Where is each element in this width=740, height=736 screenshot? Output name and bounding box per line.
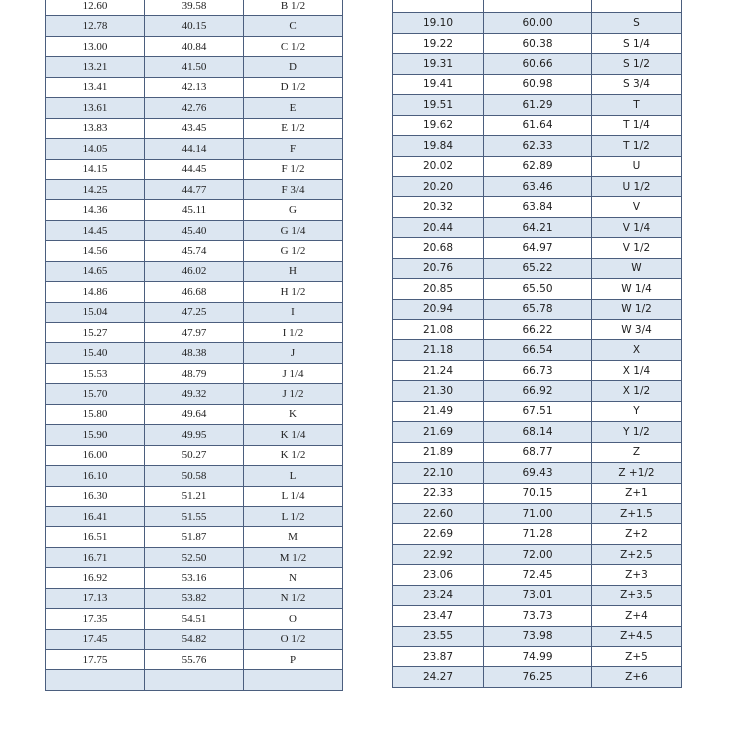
diameter-mm-cell: 17.45 xyxy=(46,629,145,649)
diameter-mm-cell: 13.21 xyxy=(46,57,145,77)
circumference-mm-cell: 76.25 xyxy=(484,667,592,687)
circumference-mm-cell: 74.99 xyxy=(484,647,592,667)
diameter-mm-cell: 22.10 xyxy=(393,463,484,483)
diameter-mm-cell: 21.08 xyxy=(393,320,484,340)
diameter-mm-cell: 15.90 xyxy=(46,425,145,445)
left-table-body xyxy=(46,0,343,690)
uk-size-cell: Z+6 xyxy=(592,667,682,687)
table-row xyxy=(46,118,343,138)
diameter-mm-cell: 20.76 xyxy=(393,258,484,278)
uk-size-cell: K xyxy=(244,404,343,424)
circumference-mm-cell: 55.76 xyxy=(145,650,244,670)
diameter-mm-cell: 21.24 xyxy=(393,360,484,380)
circumference-mm-cell: 40.15 xyxy=(145,16,244,36)
circumference-mm-cell: 44.45 xyxy=(145,159,244,179)
table-row xyxy=(393,136,682,156)
table-row xyxy=(393,463,682,483)
table-row xyxy=(46,588,343,608)
uk-size-cell: E 1/2 xyxy=(244,118,343,138)
circumference-mm-cell: 45.11 xyxy=(145,200,244,220)
uk-size-cell: H 1/2 xyxy=(244,282,343,302)
circumference-mm-cell: 65.22 xyxy=(484,258,592,278)
circumference-mm-cell: 60.00 xyxy=(484,13,592,33)
circumference-mm-cell: 44.77 xyxy=(145,179,244,199)
table-row xyxy=(393,381,682,401)
table-row xyxy=(393,544,682,564)
uk-size-cell: J 1/2 xyxy=(244,384,343,404)
table-row xyxy=(393,258,682,278)
diameter-mm-cell: 17.13 xyxy=(46,588,145,608)
uk-size-cell: C 1/2 xyxy=(244,36,343,56)
table-row xyxy=(393,217,682,237)
diameter-mm-cell: 21.69 xyxy=(393,422,484,442)
table-row xyxy=(393,667,682,687)
table-row xyxy=(46,609,343,629)
table-row xyxy=(46,670,343,690)
circumference-mm-cell: 63.46 xyxy=(484,176,592,196)
diameter-mm-cell: 15.40 xyxy=(46,343,145,363)
uk-size-cell: Z+2 xyxy=(592,524,682,544)
table-row xyxy=(393,483,682,503)
diameter-mm-cell: 16.92 xyxy=(46,568,145,588)
diameter-mm-cell: 22.60 xyxy=(393,503,484,523)
table-row xyxy=(46,261,343,281)
diameter-mm-cell: 23.06 xyxy=(393,565,484,585)
diameter-mm-cell: 19.41 xyxy=(393,74,484,94)
table-row xyxy=(393,299,682,319)
table-row xyxy=(46,486,343,506)
circumference-mm-cell: 53.82 xyxy=(145,588,244,608)
diameter-mm-cell: 16.41 xyxy=(46,506,145,526)
uk-size-cell: D xyxy=(244,57,343,77)
diameter-mm-cell: 21.18 xyxy=(393,340,484,360)
circumference-mm-cell: 61.29 xyxy=(484,95,592,115)
circumference-mm-cell: 70.15 xyxy=(484,483,592,503)
diameter-mm-cell: 19.31 xyxy=(393,54,484,74)
diameter-mm-cell: 12.60 xyxy=(46,0,145,16)
circumference-mm-cell: 73.01 xyxy=(484,585,592,605)
uk-size-cell: M 1/2 xyxy=(244,547,343,567)
circumference-mm-cell: 64.97 xyxy=(484,238,592,258)
table-row xyxy=(46,16,343,36)
table-row xyxy=(393,279,682,299)
diameter-mm-cell: 20.32 xyxy=(393,197,484,217)
table-row xyxy=(393,197,682,217)
right-ring-size-table xyxy=(392,0,682,688)
uk-size-cell: E xyxy=(244,98,343,118)
circumference-mm-cell: 71.28 xyxy=(484,524,592,544)
circumference-mm-cell: 51.87 xyxy=(145,527,244,547)
diameter-mm-cell: 21.30 xyxy=(393,381,484,401)
diameter-mm-cell: 22.69 xyxy=(393,524,484,544)
table-row xyxy=(46,445,343,465)
table-row xyxy=(393,442,682,462)
diameter-mm-cell xyxy=(46,670,145,690)
table-row xyxy=(46,282,343,302)
circumference-mm-cell: 51.55 xyxy=(145,506,244,526)
circumference-mm-cell: 68.14 xyxy=(484,422,592,442)
uk-size-cell: I 1/2 xyxy=(244,323,343,343)
circumference-mm-cell: 48.38 xyxy=(145,343,244,363)
diameter-mm-cell: 22.33 xyxy=(393,483,484,503)
uk-size-cell: X xyxy=(592,340,682,360)
circumference-mm-cell: 47.25 xyxy=(145,302,244,322)
uk-size-cell: L 1/4 xyxy=(244,486,343,506)
uk-size-cell: G 1/4 xyxy=(244,220,343,240)
table-row xyxy=(46,650,343,670)
diameter-mm-cell: 14.45 xyxy=(46,220,145,240)
circumference-mm-cell: 49.64 xyxy=(145,404,244,424)
circumference-mm-cell: 43.45 xyxy=(145,118,244,138)
table-row xyxy=(46,302,343,322)
circumference-mm-cell: 45.74 xyxy=(145,241,244,261)
circumference-mm-cell: 66.73 xyxy=(484,360,592,380)
uk-size-cell: G 1/2 xyxy=(244,241,343,261)
circumference-mm-cell xyxy=(145,670,244,690)
diameter-mm-cell: 16.71 xyxy=(46,547,145,567)
circumference-mm-cell: 46.02 xyxy=(145,261,244,281)
circumference-mm-cell: 48.79 xyxy=(145,363,244,383)
table-row xyxy=(46,139,343,159)
circumference-mm-cell: 60.98 xyxy=(484,74,592,94)
uk-size-cell: V 1/2 xyxy=(592,238,682,258)
circumference-mm-cell: 73.98 xyxy=(484,626,592,646)
table-row xyxy=(393,0,682,13)
table-row xyxy=(46,77,343,97)
diameter-mm-cell: 17.35 xyxy=(46,609,145,629)
diameter-mm-cell: 20.02 xyxy=(393,156,484,176)
diameter-mm-cell: 16.00 xyxy=(46,445,145,465)
uk-size-cell: M xyxy=(244,527,343,547)
table-row xyxy=(393,54,682,74)
uk-size-cell: D 1/2 xyxy=(244,77,343,97)
table-row xyxy=(393,626,682,646)
circumference-mm-cell: 65.78 xyxy=(484,299,592,319)
circumference-mm-cell: 66.92 xyxy=(484,381,592,401)
diameter-mm-cell: 13.61 xyxy=(46,98,145,118)
diameter-mm-cell: 21.89 xyxy=(393,442,484,462)
uk-size-cell: Z+2.5 xyxy=(592,544,682,564)
uk-size-cell: B 1/2 xyxy=(244,0,343,16)
table-row xyxy=(393,74,682,94)
diameter-mm-cell: 15.04 xyxy=(46,302,145,322)
circumference-mm-cell: 66.22 xyxy=(484,320,592,340)
uk-size-cell: C xyxy=(244,16,343,36)
diameter-mm-cell: 20.44 xyxy=(393,217,484,237)
diameter-mm-cell: 19.51 xyxy=(393,95,484,115)
diameter-mm-cell xyxy=(393,0,484,13)
diameter-mm-cell: 19.10 xyxy=(393,13,484,33)
circumference-mm-cell: 68.77 xyxy=(484,442,592,462)
circumference-mm-cell: 39.58 xyxy=(145,0,244,16)
circumference-mm-cell: 44.14 xyxy=(145,139,244,159)
diameter-mm-cell: 13.83 xyxy=(46,118,145,138)
table-row xyxy=(46,98,343,118)
circumference-mm-cell: 41.50 xyxy=(145,57,244,77)
table-row xyxy=(393,238,682,258)
uk-size-cell: O 1/2 xyxy=(244,629,343,649)
uk-size-cell: O xyxy=(244,609,343,629)
diameter-mm-cell: 21.49 xyxy=(393,401,484,421)
table-row xyxy=(46,425,343,445)
uk-size-cell xyxy=(244,670,343,690)
circumference-mm-cell: 51.21 xyxy=(145,486,244,506)
circumference-mm-cell: 63.84 xyxy=(484,197,592,217)
table-row xyxy=(393,503,682,523)
diameter-mm-cell: 15.53 xyxy=(46,363,145,383)
uk-size-cell: Z +1/2 xyxy=(592,463,682,483)
uk-size-cell: S 1/4 xyxy=(592,33,682,53)
circumference-mm-cell: 62.89 xyxy=(484,156,592,176)
diameter-mm-cell: 19.84 xyxy=(393,136,484,156)
uk-size-cell: W 1/2 xyxy=(592,299,682,319)
diameter-mm-cell: 19.22 xyxy=(393,33,484,53)
diameter-mm-cell: 16.51 xyxy=(46,527,145,547)
circumference-mm-cell: 67.51 xyxy=(484,401,592,421)
diameter-mm-cell: 23.24 xyxy=(393,585,484,605)
uk-size-cell: K 1/4 xyxy=(244,425,343,445)
diameter-mm-cell: 22.92 xyxy=(393,544,484,564)
diameter-mm-cell: 16.10 xyxy=(46,466,145,486)
diameter-mm-cell: 14.05 xyxy=(46,139,145,159)
diameter-mm-cell: 14.25 xyxy=(46,179,145,199)
uk-size-cell: Z+1 xyxy=(592,483,682,503)
diameter-mm-cell: 24.27 xyxy=(393,667,484,687)
uk-size-cell: H xyxy=(244,261,343,281)
diameter-mm-cell: 20.20 xyxy=(393,176,484,196)
table-row xyxy=(393,340,682,360)
table-row xyxy=(393,422,682,442)
diameter-mm-cell: 13.00 xyxy=(46,36,145,56)
circumference-mm-cell: 53.16 xyxy=(145,568,244,588)
table-row xyxy=(393,95,682,115)
diameter-mm-cell: 14.65 xyxy=(46,261,145,281)
diameter-mm-cell: 20.85 xyxy=(393,279,484,299)
table-row xyxy=(46,547,343,567)
uk-size-cell: V xyxy=(592,197,682,217)
diameter-mm-cell: 14.15 xyxy=(46,159,145,179)
table-row xyxy=(46,36,343,56)
table-row xyxy=(46,241,343,261)
uk-size-cell: S xyxy=(592,13,682,33)
diameter-mm-cell: 20.94 xyxy=(393,299,484,319)
diameter-mm-cell: 23.87 xyxy=(393,647,484,667)
circumference-mm-cell: 46.68 xyxy=(145,282,244,302)
uk-size-cell: N 1/2 xyxy=(244,588,343,608)
uk-size-cell: U xyxy=(592,156,682,176)
diameter-mm-cell: 14.36 xyxy=(46,200,145,220)
uk-size-cell: F xyxy=(244,139,343,159)
diameter-mm-cell: 20.68 xyxy=(393,238,484,258)
table-row xyxy=(393,360,682,380)
diameter-mm-cell: 17.75 xyxy=(46,650,145,670)
uk-size-cell: T 1/2 xyxy=(592,136,682,156)
diameter-mm-cell: 14.56 xyxy=(46,241,145,261)
circumference-mm-cell: 72.00 xyxy=(484,544,592,564)
circumference-mm-cell: 45.40 xyxy=(145,220,244,240)
table-row xyxy=(46,179,343,199)
uk-size-cell: L xyxy=(244,466,343,486)
circumference-mm-cell: 65.50 xyxy=(484,279,592,299)
uk-size-cell: Z+3 xyxy=(592,565,682,585)
uk-size-cell: Z+5 xyxy=(592,647,682,667)
table-row xyxy=(46,404,343,424)
circumference-mm-cell: 49.95 xyxy=(145,425,244,445)
table-row xyxy=(46,0,343,16)
table-row xyxy=(393,320,682,340)
uk-size-cell xyxy=(592,0,682,13)
right-table-body xyxy=(393,0,682,687)
circumference-mm-cell: 49.32 xyxy=(145,384,244,404)
uk-size-cell: N xyxy=(244,568,343,588)
table-row xyxy=(46,220,343,240)
table-row xyxy=(393,401,682,421)
table-row xyxy=(393,33,682,53)
circumference-mm-cell: 60.66 xyxy=(484,54,592,74)
uk-size-cell: W 3/4 xyxy=(592,320,682,340)
circumference-mm-cell: 61.64 xyxy=(484,115,592,135)
uk-size-cell: V 1/4 xyxy=(592,217,682,237)
circumference-mm-cell: 64.21 xyxy=(484,217,592,237)
table-row xyxy=(393,585,682,605)
diameter-mm-cell: 15.27 xyxy=(46,323,145,343)
uk-size-cell: W 1/4 xyxy=(592,279,682,299)
table-row xyxy=(393,606,682,626)
uk-size-cell: L 1/2 xyxy=(244,506,343,526)
table-row xyxy=(393,524,682,544)
uk-size-cell: Z+4 xyxy=(592,606,682,626)
table-row xyxy=(46,466,343,486)
circumference-mm-cell: 73.73 xyxy=(484,606,592,626)
uk-size-cell: G xyxy=(244,200,343,220)
uk-size-cell: W xyxy=(592,258,682,278)
table-row xyxy=(46,568,343,588)
circumference-mm-cell: 66.54 xyxy=(484,340,592,360)
circumference-mm-cell: 54.82 xyxy=(145,629,244,649)
uk-size-cell: F 3/4 xyxy=(244,179,343,199)
table-row xyxy=(46,629,343,649)
circumference-mm-cell: 52.50 xyxy=(145,547,244,567)
diameter-mm-cell: 23.55 xyxy=(393,626,484,646)
uk-size-cell: U 1/2 xyxy=(592,176,682,196)
left-ring-size-table xyxy=(45,0,343,691)
table-row xyxy=(46,363,343,383)
diameter-mm-cell: 13.41 xyxy=(46,77,145,97)
uk-size-cell: P xyxy=(244,650,343,670)
uk-size-cell: Z+3.5 xyxy=(592,585,682,605)
circumference-mm-cell: 71.00 xyxy=(484,503,592,523)
table-row xyxy=(46,200,343,220)
uk-size-cell: S 3/4 xyxy=(592,74,682,94)
table-row xyxy=(393,13,682,33)
circumference-mm-cell xyxy=(484,0,592,13)
uk-size-cell: J 1/4 xyxy=(244,363,343,383)
diameter-mm-cell: 12.78 xyxy=(46,16,145,36)
circumference-mm-cell: 60.38 xyxy=(484,33,592,53)
uk-size-cell: X 1/4 xyxy=(592,360,682,380)
circumference-mm-cell: 47.97 xyxy=(145,323,244,343)
circumference-mm-cell: 42.76 xyxy=(145,98,244,118)
uk-size-cell: Y xyxy=(592,401,682,421)
circumference-mm-cell: 62.33 xyxy=(484,136,592,156)
table-row xyxy=(46,323,343,343)
uk-size-cell: Z+4.5 xyxy=(592,626,682,646)
table-row xyxy=(393,647,682,667)
diameter-mm-cell: 15.70 xyxy=(46,384,145,404)
circumference-mm-cell: 42.13 xyxy=(145,77,244,97)
uk-size-cell: F 1/2 xyxy=(244,159,343,179)
circumference-mm-cell: 54.51 xyxy=(145,609,244,629)
uk-size-cell: I xyxy=(244,302,343,322)
uk-size-cell: Y 1/2 xyxy=(592,422,682,442)
uk-size-cell: K 1/2 xyxy=(244,445,343,465)
diameter-mm-cell: 23.47 xyxy=(393,606,484,626)
circumference-mm-cell: 50.27 xyxy=(145,445,244,465)
uk-size-cell: Z+1.5 xyxy=(592,503,682,523)
uk-size-cell: X 1/2 xyxy=(592,381,682,401)
diameter-mm-cell: 14.86 xyxy=(46,282,145,302)
uk-size-cell: Z xyxy=(592,442,682,462)
circumference-mm-cell: 50.58 xyxy=(145,466,244,486)
uk-size-cell: T 1/4 xyxy=(592,115,682,135)
circumference-mm-cell: 72.45 xyxy=(484,565,592,585)
table-row xyxy=(393,565,682,585)
table-row xyxy=(393,156,682,176)
diameter-mm-cell: 16.30 xyxy=(46,486,145,506)
table-row xyxy=(46,57,343,77)
table-row xyxy=(46,343,343,363)
diameter-mm-cell: 15.80 xyxy=(46,404,145,424)
table-row xyxy=(46,384,343,404)
uk-size-cell: T xyxy=(592,95,682,115)
table-row xyxy=(46,506,343,526)
uk-size-cell: J xyxy=(244,343,343,363)
diameter-mm-cell: 19.62 xyxy=(393,115,484,135)
table-row xyxy=(393,115,682,135)
table-row xyxy=(46,527,343,547)
table-row xyxy=(46,159,343,179)
circumference-mm-cell: 40.84 xyxy=(145,36,244,56)
uk-size-cell: S 1/2 xyxy=(592,54,682,74)
circumference-mm-cell: 69.43 xyxy=(484,463,592,483)
table-row xyxy=(393,176,682,196)
